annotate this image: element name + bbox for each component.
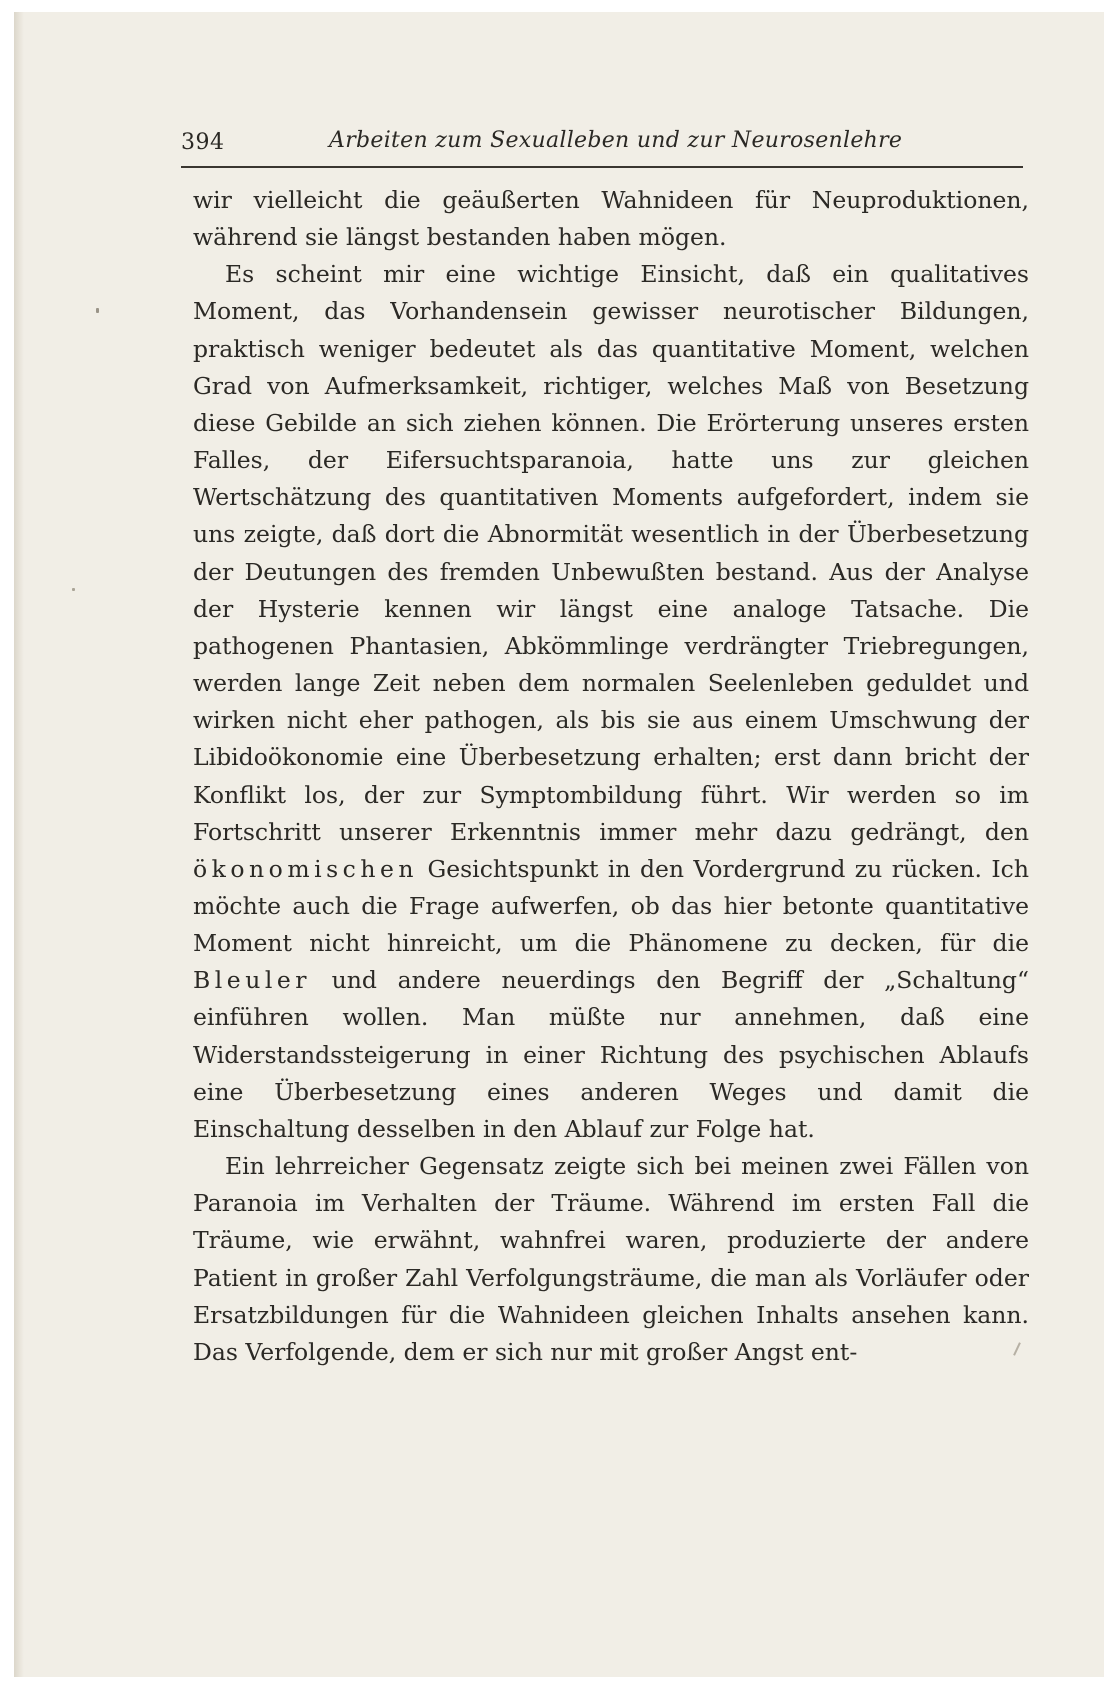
- emphasis-bleuler: Bleuler: [193, 966, 311, 995]
- page-edge-shadow: [14, 12, 24, 1677]
- paragraph-2-part-e: und andere neuerdings den Begriff der „Schaltung“ einführen wollen. Man müßte nur annehmen, daß eine Widerstandssteigerung in einer Richtung des psychischen Ablaufs eine Überbesetzung eines anderen Weges und damit die Einschaltung desselben in den Ablauf zur Folge hat.: [193, 966, 1029, 1143]
- running-title: Arbeiten zum Sexualleben und zur Neurosenlehre: [329, 128, 903, 153]
- paragraph-2: [193, 256, 1029, 1148]
- paragraph-1: wir vielleicht die geäußerten Wahnideen für Neuproduktionen, während sie längst bestanden haben mögen.: [193, 186, 1029, 252]
- paragraph-2-part-c: Gesichtspunkt in den Vordergrund zu rücken. Ich möchte auch die Frage aufwerfen, ob das hier betonte quantitative Moment nicht hinreicht, um die Phänomene zu decken, für die: [193, 854, 1029, 958]
- emphasis-oekonomischen: ökonomischen: [193, 854, 419, 883]
- scan-speck: [96, 308, 99, 313]
- scan-speck: [72, 588, 75, 591]
- paragraph-3: Ein lehrreicher Gegensatz zeigte sich bei meinen zwei Fällen von Paranoia im Verhalten der Träume. Während im ersten Fall die Träume, wie erwähnt, wahnfrei waren, produzierte der andere Patient in großer Zahl Verfolgungsträume, die man als Vorläufer oder Ersatzbildungen für die Wahnideen gleichen Inhalts ansehen kann. Das Verfolgende, dem er sich nur mit großer Angst ent-: [193, 1152, 1029, 1366]
- body-text: [193, 182, 1029, 1371]
- header-rule: [181, 166, 1023, 168]
- paragraph-2-part-a: Es scheint mir eine wichtige Einsicht, daß ein qualitatives Moment, das Vorhandensein gewisser neurotischer Bildungen, praktisch weniger bedeutet als das quantitative Moment, welchen Grad von Aufmerksamkeit, richtiger, welches Maß von Besetzung diese Gebilde an sich ziehen können. Die Erörterung unseres ersten Falles, der Eifersuchtsparanoia, hatte uns zur gleichen Wertschätzung des quantitativen Moments aufgefordert, indem sie uns zeigte, daß dort die Abnormität wesentlich in der Überbesetzung der Deutungen des fremden Unbewußten bestand. Aus der Analyse der Hysterie kennen wir längst eine analoge Tatsache. Die pathogenen Phantasien, Abkömmlinge verdrängter Triebregungen, werden lange Zeit neben dem normalen Seelenleben geduldet und wirken nicht eher pathogen, als bis sie aus einem Umschwung der Libidoökonomie eine Überbesetzung erhalten; erst dann bricht der Konflikt los, der zur Symptombildung führt. Wir werden so im Fortschritt unserer Erkenntnis immer mehr dazu gedrängt, den: [193, 260, 1029, 846]
- page-number: 394: [181, 130, 225, 155]
- running-head: [181, 126, 1023, 162]
